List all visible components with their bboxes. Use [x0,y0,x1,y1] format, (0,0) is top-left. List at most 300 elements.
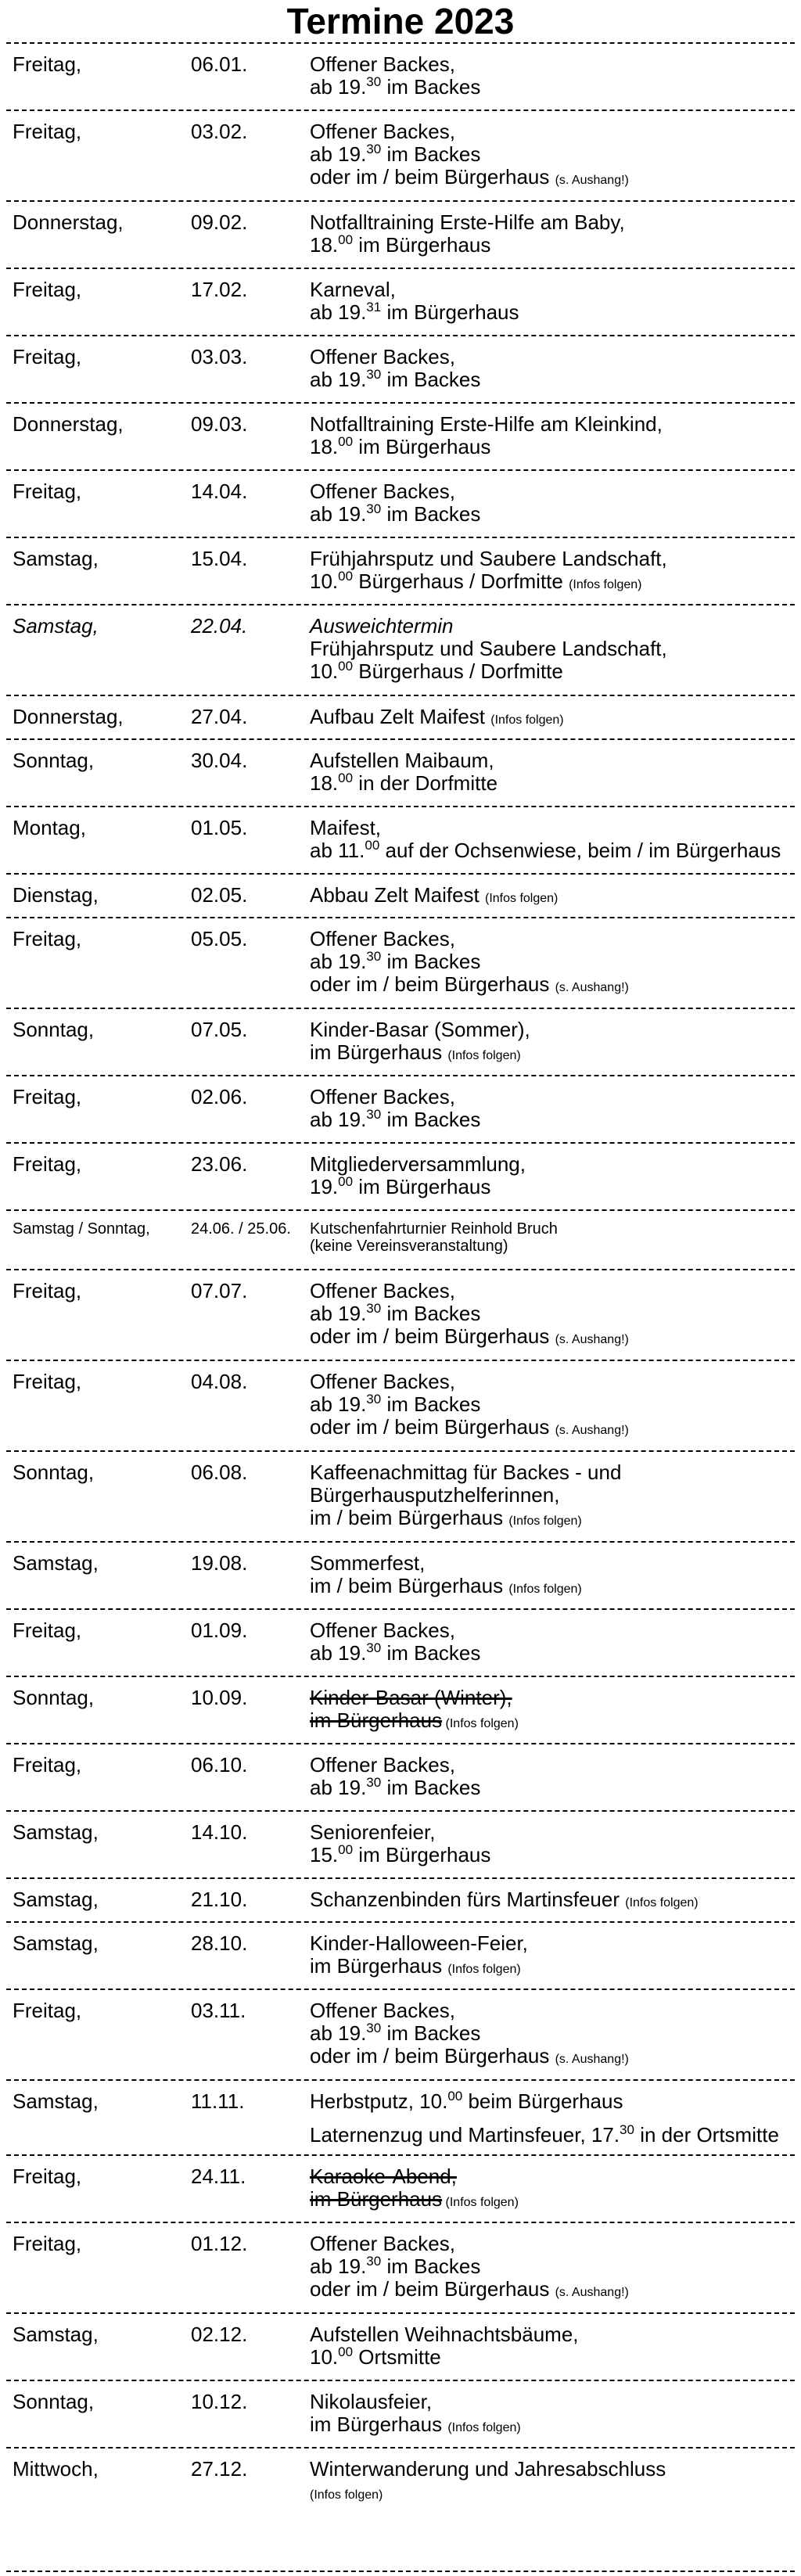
event-row [6,1610,795,1676]
event-row [6,605,795,695]
description-text: ab 19. [310,300,367,324]
info-note: (Infos folgen) [508,1583,582,1596]
description-text: oder im / beim Bürgerhaus [310,165,555,189]
event-row [6,1879,795,1921]
time-superscript: 30 [366,74,382,89]
description-text: Bürgerhaus / Dorfmitte [353,659,563,683]
event-day: Freitag, [13,1619,82,1642]
description-text: Offener Backes, [310,1753,455,1777]
event-description [310,1619,795,1665]
description-line [310,2413,795,2439]
description-line [310,1019,795,1041]
event-description [310,1086,795,1131]
description-line [310,950,795,973]
page-title: Termine 2023 [286,1,515,41]
event-description [310,2323,795,2369]
description-text: im / beim Bürgerhaus [310,1574,509,1597]
description-text: ab 19. [310,368,367,391]
description-line [310,1999,795,2022]
event-description [310,1754,795,1799]
description-line [310,570,795,596]
description-line [310,928,795,950]
description-text: oder im / beim Bürgerhaus [310,2277,555,2301]
event-row [6,269,795,335]
description-line [310,76,795,99]
description-text: ab 19. [310,1302,367,1325]
description-text: Offener Backes, [310,120,455,143]
description-text: Karaoke-Abend, [310,2165,457,2188]
event-date: 27.04. [191,705,248,728]
description-line [310,1821,795,1844]
description-line [310,166,795,192]
event-row [6,1361,795,1450]
event-date: 22.04. [191,614,248,638]
description-line [310,839,795,862]
description-text: im Backes [381,2254,481,2278]
description-line [310,2278,795,2304]
event-date: 27.12. [191,2457,248,2481]
description-text: Karneval, [310,278,396,301]
description-line [310,1393,795,1416]
event-day: Sonntag, [13,2390,95,2413]
event-date: 02.12. [191,2323,248,2346]
event-date: 10.09. [191,1686,248,1709]
description-line [310,1888,795,1914]
event-description [310,1821,795,1866]
event-day: Samstag, [13,2089,99,2113]
description-line [310,1709,795,1735]
event-description [310,2391,795,2439]
description-line [310,1484,795,1507]
event-row [6,404,795,469]
event-date: 06.01. [191,52,248,76]
time-superscript: 00 [447,2089,463,2104]
event-description [310,884,795,910]
description-text: 15. [310,1843,339,1866]
description-text: im Backes [381,368,481,391]
description-text: 10. [310,2345,339,2369]
time-superscript: 30 [366,1775,382,1790]
event-date: 15.04. [191,547,248,570]
description-line [310,1461,795,1484]
description-line [310,1371,795,1393]
description-text: Frühjahrsputz und Saubere Landschaft, [310,547,667,570]
event-row [6,2448,795,2506]
description-line [310,143,795,166]
description-text: im Backes [381,502,481,526]
description-line [310,2022,795,2045]
description-text: Laternenzug und Martinsfeuer, 17. [310,2123,620,2147]
event-row [6,696,795,738]
description-text: im Backes [381,2021,481,2045]
description-text: Notfalltraining Erste-Hilfe am Kleinkind, [310,412,663,436]
info-note: (s. Aushang!) [555,1333,629,1346]
description-line [310,2090,795,2113]
description-text: Winterwanderung und Jahresabschluss [310,2457,666,2481]
event-row [6,1452,795,1541]
description-line [310,211,795,234]
info-note: (Infos folgen) [442,1717,519,1730]
time-superscript: 31 [366,300,382,314]
description-text: Kaffeenachmittag für Backes - und [310,1460,622,1484]
event-date: 03.02. [191,120,248,143]
event-description [310,1371,795,1442]
description-text: Kinder-Basar (Sommer), [310,1018,530,1041]
event-row [6,1270,795,1360]
description-text: 10. [310,659,339,683]
description-line [310,1955,795,1981]
description-text: in der Dorfmitte [353,771,498,795]
time-superscript: 30 [366,2021,382,2035]
description-text: Frühjahrsputz und Saubere Landschaft, [310,637,667,660]
description-line [310,278,795,301]
description-line [310,615,795,638]
time-superscript: 00 [365,838,380,853]
time-superscript: 00 [338,232,354,247]
description-text: ab 11. [310,839,365,862]
event-row [6,538,795,604]
event-description [310,1153,795,1198]
description-text: beim Bürgerhaus [462,2089,623,2113]
description-text: Offener Backes, [310,927,455,950]
event-date: 24.06. / 25.06. [191,1220,291,1238]
description-text: Bürgerhausputzhelferinnen, [310,1483,560,1507]
description-text: im Bürgerhaus [353,233,491,257]
description-text: im Bürgerhaus [353,1175,491,1198]
event-row [6,2081,795,2154]
event-description [310,211,795,257]
time-superscript: 30 [366,1107,382,1122]
description-text: ab 19. [310,1108,367,1131]
description-text: im Bürgerhaus [353,435,491,458]
event-description [310,1019,795,1067]
time-superscript: 30 [366,1640,382,1655]
event-row [6,1076,795,1142]
event-day: Freitag, [13,1999,82,2022]
info-note: (Infos folgen) [447,1049,521,1062]
time-superscript: 30 [366,2254,382,2269]
description-line [310,1844,795,1866]
description-text: Mitgliederversammlung, [310,1152,526,1176]
time-superscript: 30 [366,949,382,964]
info-note: (Infos folgen) [508,1514,582,1528]
description-text: im Bürgerhaus [310,1708,443,1732]
event-day: Mittwoch, [13,2457,99,2481]
event-date: 14.10. [191,1820,248,1844]
description-line [310,548,795,570]
info-note: (Infos folgen) [442,2196,519,2209]
event-date: 05.05. [191,927,248,950]
event-row [6,1144,795,1209]
event-row [6,1677,795,1743]
time-superscript: 30 [366,367,382,382]
event-description [310,615,795,683]
description-text: Ausweichtermin [310,614,454,638]
description-text: ab 19. [310,950,367,973]
event-description [310,1888,795,1914]
event-description [310,2458,795,2506]
description-text: Abbau Zelt Maifest [310,883,485,907]
description-text: (keine Vereinsveranstaltung) [310,1238,508,1255]
description-line [310,2233,795,2255]
event-day: Freitag, [13,52,82,76]
description-text: im Bürgerhaus [381,300,519,324]
event-day: Freitag, [13,278,82,301]
description-text: im Backes [381,1108,481,1131]
info-note: (Infos folgen) [447,2421,521,2434]
description-text: 18. [310,233,339,257]
description-text: ab 19. [310,2021,367,2045]
event-description [310,278,795,324]
event-date: 14.04. [191,480,248,503]
description-line [310,1932,795,1955]
event-day: Freitag, [13,1152,82,1176]
event-date: 28.10. [191,1931,248,1955]
description-line [310,301,795,324]
description-line [310,436,795,458]
event-day: Freitag, [13,480,82,503]
description-text: Offener Backes, [310,2232,455,2255]
description-text: Offener Backes, [310,1085,455,1108]
info-note: (s. Aushang!) [555,981,629,994]
event-date: 06.10. [191,1753,248,1777]
description-text: Offener Backes, [310,480,455,503]
event-day: Samstag, [13,614,99,638]
description-text: Sommerfest, [310,1551,426,1575]
description-text: ab 19. [310,502,367,526]
event-date: 23.06. [191,1152,248,1176]
event-row [6,740,795,806]
description-line [310,1238,795,1255]
event-row [6,202,795,268]
event-description [310,928,795,999]
description-line [310,2255,795,2278]
info-note: (Infos folgen) [447,1963,521,1976]
description-line [310,1220,795,1238]
time-superscript: 00 [338,1842,354,1857]
event-description [310,1220,795,1255]
time-superscript: 30 [366,501,382,516]
event-description [310,346,795,391]
event-row [6,918,795,1008]
event-date: 07.07. [191,1279,248,1302]
description-text: im Backes [381,950,481,973]
description-text: ab 19. [310,2254,367,2278]
description-line [310,2346,795,2369]
description-line [310,1302,795,1325]
event-description [310,706,795,731]
description-text: im Backes [381,1776,481,1799]
description-text: Offener Backes, [310,1279,455,1302]
description-text: Kinder-Halloween-Feier, [310,1931,528,1955]
description-line [310,1086,795,1108]
description-line [310,817,795,839]
event-row [6,1812,795,1877]
event-day: Freitag, [13,2232,82,2255]
event-row [6,1923,795,1989]
description-text: Maifest, [310,816,382,839]
event-row [6,2381,795,2447]
event-day: Samstag, [13,547,99,570]
event-day: Samstag, [13,2323,99,2346]
description-text: im Backes [381,1302,481,1325]
event-day: Sonntag, [13,1460,95,1484]
event-description [310,2233,795,2304]
description-line [310,706,795,731]
description-line [310,1041,795,1067]
description-line [310,413,795,436]
description-text: im Backes [381,1641,481,1665]
event-list [0,42,801,2506]
info-note: (Infos folgen) [485,892,559,905]
description-text: Schanzenbinden fürs Martinsfeuer [310,1888,626,1911]
description-text: 10. [310,569,339,593]
description-text: auf der Ochsenwiese, beim / im Bürgerhaus [379,839,781,862]
event-date: 19.08. [191,1551,248,1575]
event-day: Freitag, [13,1753,82,1777]
event-day: Freitag, [13,2165,82,2188]
time-superscript: 30 [620,2122,634,2137]
description-line [310,660,795,683]
event-description [310,2090,795,2147]
info-note: (Infos folgen) [569,578,642,591]
description-line [310,503,795,526]
description-line [310,2165,795,2188]
description-line [310,1777,795,1799]
time-superscript: 00 [338,2344,354,2359]
time-superscript: 00 [338,659,354,674]
description-line [310,120,795,143]
description-text: im Bürgerhaus [310,1040,448,1064]
description-text: im Bürgerhaus [353,1843,491,1866]
description-line [310,1108,795,1131]
event-date: 01.05. [191,816,248,839]
description-text: Aufstellen Maibaum, [310,749,494,772]
description-line [310,2391,795,2413]
description-text: Aufbau Zelt Maifest [310,705,491,728]
description-line [310,1325,795,1351]
event-day: Donnerstag, [13,412,124,436]
description-text: im Backes [381,75,481,99]
event-description [310,749,795,795]
info-note: (s. Aushang!) [555,174,629,187]
description-text: in der Ortsmitte [634,2123,779,2147]
description-line [310,53,795,76]
info-note: (s. Aushang!) [555,2286,629,2299]
event-day: Freitag, [13,1279,82,1302]
description-line [310,1575,795,1601]
event-row [6,471,795,537]
info-note: (Infos folgen) [490,713,564,727]
description-line [310,2124,795,2147]
description-line [310,1642,795,1665]
event-date: 09.02. [191,210,248,234]
description-line [310,368,795,391]
description-line [310,346,795,368]
description-text: im Bürgerhaus [310,2413,448,2436]
event-day: Montag, [13,816,86,839]
event-description [310,1552,795,1601]
event-date: 04.08. [191,1370,248,1393]
event-day: Samstag / Sonntag, [13,1220,150,1238]
event-description [310,1999,795,2071]
event-date: 07.05. [191,1018,248,1041]
time-superscript: 30 [366,1301,382,1316]
event-date: 17.02. [191,278,248,301]
description-text: 18. [310,771,339,795]
description-text: 18. [310,435,339,458]
event-description [310,2165,795,2214]
event-row [6,1543,795,1608]
description-text: oder im / beim Bürgerhaus [310,2044,555,2068]
description-text: Offener Backes, [310,345,455,368]
event-row [6,1009,795,1075]
description-line [310,973,795,999]
time-superscript: 00 [338,434,354,449]
event-description [310,1687,795,1735]
description-text: oder im / beim Bürgerhaus [310,1415,555,1439]
description-line [310,2045,795,2071]
description-line [310,884,795,910]
description-line [310,1552,795,1575]
description-text: Seniorenfeier, [310,1820,436,1844]
event-row [6,807,795,873]
description-line [310,234,795,257]
event-date: 02.05. [191,883,248,907]
description-text: im Bürgerhaus [310,1954,448,1978]
description-text: Offener Backes, [310,1619,455,1642]
time-superscript: 00 [338,1174,354,1189]
event-date: 09.03. [191,412,248,436]
event-row [6,2223,795,2312]
description-text: ab 19. [310,1641,367,1665]
event-description [310,120,795,192]
info-note: (Infos folgen) [310,2488,383,2502]
event-day: Freitag, [13,120,82,143]
event-description [310,548,795,596]
event-description [310,480,795,526]
event-date: 03.11. [191,1999,246,2022]
info-note: (s. Aushang!) [555,2053,629,2066]
event-row [6,2314,795,2380]
event-description [310,1932,795,1981]
description-text: oder im / beim Bürgerhaus [310,972,555,996]
description-text: Kinder-Basar (Winter), [310,1686,512,1709]
description-line [310,2188,795,2214]
description-line [310,2458,795,2481]
event-row [6,1990,795,2079]
event-description [310,1280,795,1351]
description-text: 19. [310,1175,339,1198]
event-date: 01.12. [191,2232,248,2255]
description-text: Nikolausfeier, [310,2390,433,2413]
time-superscript: 30 [366,1392,382,1407]
description-text: ab 19. [310,1776,367,1799]
event-row [6,111,795,200]
time-superscript: 30 [366,142,382,156]
info-note: (s. Aushang!) [555,1424,629,1437]
event-date: 01.09. [191,1619,248,1642]
event-day: Samstag, [13,1931,99,1955]
event-description [310,817,795,862]
description-text: im / beim Bürgerhaus [310,1506,509,1529]
description-text: Ortsmitte [353,2345,441,2369]
description-text: ab 19. [310,1392,367,1416]
description-line [310,480,795,503]
description-text: Notfalltraining Erste-Hilfe am Baby, [310,210,625,234]
event-day: Sonntag, [13,1686,95,1709]
event-row [6,1744,795,1810]
